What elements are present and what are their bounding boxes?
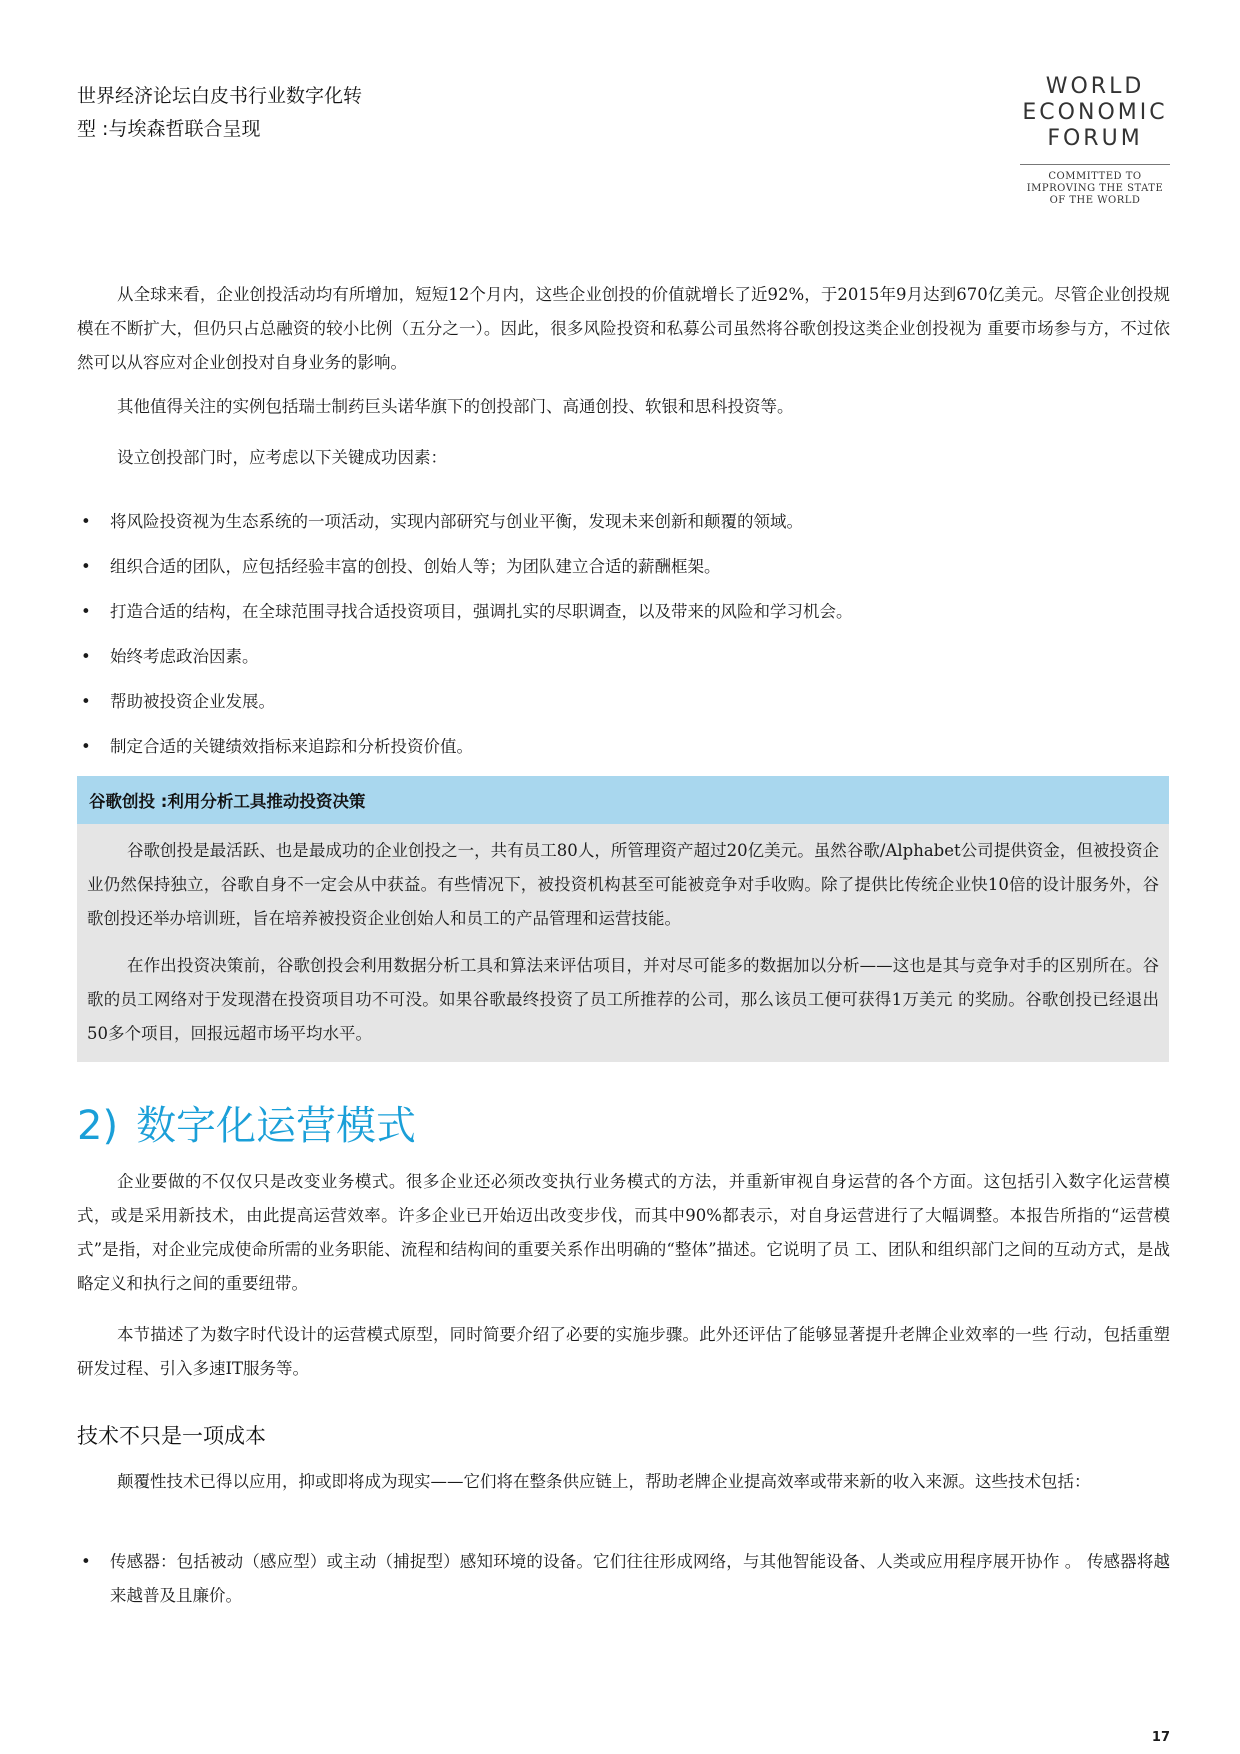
section-title: 数字化运营模式 bbox=[136, 1103, 417, 1149]
list-item bbox=[77, 595, 1170, 640]
bullet-marker: • bbox=[81, 1552, 91, 1571]
logo-tagline-2: IMPROVING THE STATE bbox=[1026, 183, 1164, 194]
list-item bbox=[77, 685, 1170, 730]
section-number: 2) bbox=[77, 1103, 119, 1149]
list-item-text: 传感器：包括被动（感应型）或主动（捕捉型）感知环境的设备。它们往往形成网络，与其他智能设备、人类或应用程序展开协作 。 传感器将越来越普及且廉价。 bbox=[110, 1552, 1170, 1605]
logo-divider bbox=[1020, 164, 1170, 165]
section-heading bbox=[77, 1098, 416, 1154]
paragraph-global-cvc: 从全球来看，企业创投活动均有所增加，短短12个月内，这些企业创投的价值就增长了近92%，于2015年9月达到670亿美元。尽管企业创投规模在不断扩大，但仍只占总融资的较小比例（五分之一）。因此，很多风险投资和私募公司虽然将谷歌创投这类企业创投视为 重要市场参与方，不过依然可以从容应对企业创投对自身业务的影响。 bbox=[77, 285, 1170, 372]
paragraph-disruptive-tech: 颠覆性技术已得以应用，抑或即将成为现实——它们将在整条供应链上，帮助老牌企业提高效率或带来新的收入来源。这些技术包括： bbox=[117, 1472, 1091, 1491]
subsection-heading: 技术不只是一项成本 bbox=[77, 1424, 266, 1448]
bullet-marker: • bbox=[81, 557, 91, 576]
bullet-marker: • bbox=[81, 692, 91, 711]
case-study-paragraph-2: 在作出投资决策前，谷歌创投会利用数据分析工具和算法来评估项目，并对尽可能多的数据加以分析——这也是其与竞争对手的区别所在。谷歌的员工网络对于发现潜在投资项目功不可没。如果谷歌最终投资了员工所推荐的公司，那么该员工便可获得1万美元 的奖励。谷歌创投已经退出50多个项目，回报远超市场平均水平。 bbox=[87, 956, 1159, 1043]
bullet-marker: • bbox=[81, 647, 91, 666]
header-title-line-2: 型 :与埃森哲联合呈现 bbox=[77, 118, 261, 140]
paragraph-other-examples: 其他值得关注的实例包括瑞士制药巨头诺华旗下的创投部门、高通创投、软银和思科投资等。 bbox=[117, 397, 794, 416]
bullet-marker: • bbox=[81, 737, 91, 756]
paragraph-success-factors-intro: 设立创投部门时，应考虑以下关键成功因素： bbox=[117, 448, 447, 467]
list-item bbox=[77, 505, 1170, 550]
case-study-paragraph-1: 谷歌创投是最活跃、也是最成功的企业创投之一，共有员工80人，所管理资产超过20亿美元。虽然谷歌/Alphabet公司提供资金，但被投资企业仍然保持独立，谷歌自身不一定会从中获益。有些情况下，被投资机构甚至可能被竞争对手收购。除了提供比传统企业快10倍的设计服务外，谷歌创投还举办培训班，旨在培养被投资企业创始人和员工的产品管理和运营技能。 bbox=[87, 841, 1159, 928]
case-study-header: 谷歌创投 :利用分析工具推动投资决策 bbox=[77, 776, 1169, 824]
case-study-body bbox=[77, 824, 1169, 1062]
page-number: 17 bbox=[1151, 1730, 1170, 1745]
list-item bbox=[77, 550, 1170, 595]
list-item-text: 始终考虑政治因素。 bbox=[110, 647, 259, 666]
success-factors-list bbox=[77, 505, 1170, 775]
logo-line-forum: FORUM bbox=[1047, 126, 1143, 151]
logo-line-world: WORLD bbox=[1045, 74, 1145, 99]
paragraph-section-overview: 本节描述了为数字时代设计的运营模式原型，同时简要介绍了必要的实施步骤。此外还评估了能够显著提升老牌企业效率的一些 行动，包括重塑研发过程、引入多速IT服务等。 bbox=[77, 1325, 1170, 1378]
wef-logo bbox=[1010, 74, 1180, 207]
list-item-text: 帮助被投资企业发展。 bbox=[110, 692, 275, 711]
list-item-text: 制定合适的关键绩效指标来追踪和分析投资价值。 bbox=[110, 737, 473, 756]
list-item bbox=[77, 1545, 1170, 1613]
list-item bbox=[77, 640, 1170, 685]
header-title-line-1: 世界经济论坛白皮书行业数字化转 bbox=[77, 85, 363, 107]
list-item-text: 组织合适的团队，应包括经验丰富的创投、创始人等；为团队建立合适的薪酬框架。 bbox=[110, 557, 721, 576]
list-item-text: 打造合适的结构，在全球范围寻找合适投资项目，强调扎实的尽职调查，以及带来的风险和学习机会。 bbox=[110, 602, 853, 621]
bullet-marker: • bbox=[81, 512, 91, 531]
list-item-text: 将风险投资视为生态系统的一项活动，实现内部研究与创业平衡，发现未来创新和颠覆的领域。 bbox=[110, 512, 803, 531]
document-header bbox=[77, 80, 417, 146]
paragraph-operating-model: 企业要做的不仅仅只是改变业务模式。很多企业还必须改变执行业务模式的方法，并重新审视自身运营的各个方面。这包括引入数字化运营模式，或是采用新技术，由此提高运营效率。许多企业已开始迈出改变步伐，而其中90%都表示，对自身运营进行了大幅调整。本报告所指的“运营模式”是指，对企业完成使命所需的业务职能、流程和结构间的重要关系作出明确的“整体”描述。它说明了员 工、团队和组织部门之间的互动方式，是战略定义和执行之间的重要纽带。 bbox=[77, 1172, 1170, 1293]
logo-tagline-1: COMMITTED TO bbox=[1048, 171, 1142, 182]
list-item bbox=[77, 730, 1170, 775]
logo-line-economic: ECONOMIC bbox=[1022, 100, 1168, 125]
bullet-marker: • bbox=[81, 602, 91, 621]
logo-tagline-3: OF THE WORLD bbox=[1049, 195, 1141, 206]
